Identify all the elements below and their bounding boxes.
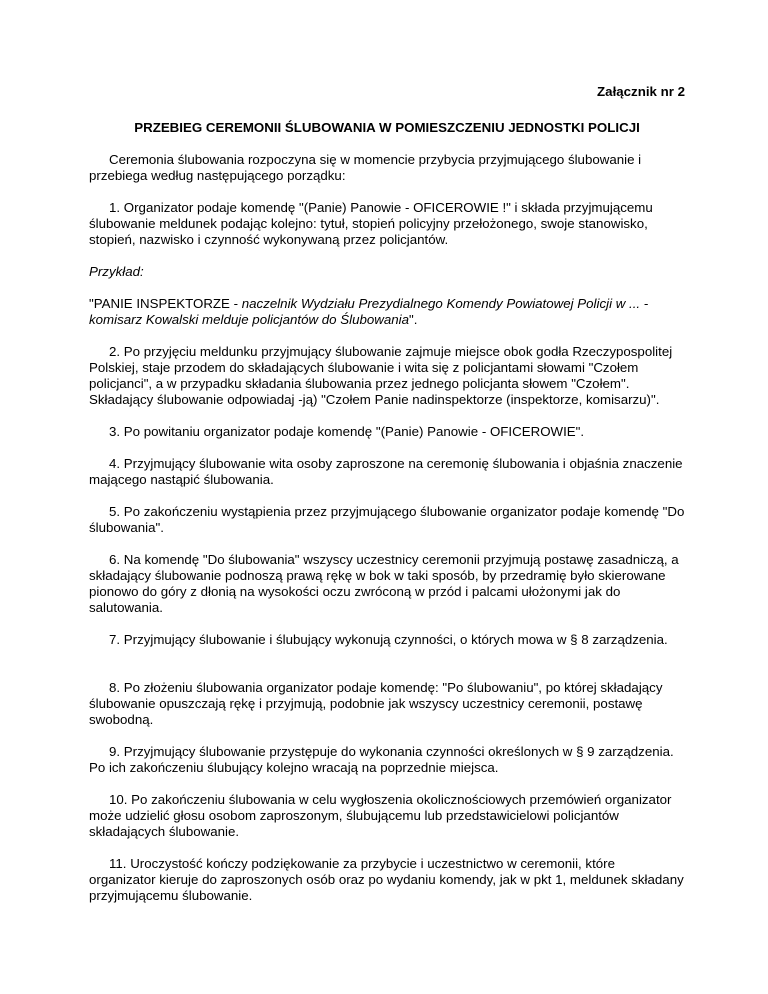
point-8: 8. Po złożeniu ślubowania organizator podaje komendę: "Po ślubowaniu", po której składający ślubowanie opuszczają rękę i przyjmują, podobnie jak wszyscy uczestnicy ceremonii, postawę swobodną. — [89, 680, 663, 727]
point-1: 1. Organizator podaje komendę "(Panie) Panowie - OFICEROWIE !" i składa przyjmującemu ślubowanie meldunek podając kolejno: tytuł, stopień policyjny przełożonego, swoje stanowisko, stopień, nazwisko i czynność wykonywaną przez policjantów. — [89, 200, 653, 247]
example-paragraph — [89, 296, 685, 328]
point-4: 4. Przyjmujący ślubowanie wita osoby zaproszone na ceremonię ślubowania i objaśnia znaczenie mającego nastąpić ślubowania. — [89, 456, 683, 487]
point-7: 7. Przyjmujący ślubowanie i ślubujący wykonują czynności, o których mowa w § 8 zarządzenia. — [109, 632, 668, 647]
intro-paragraph: Ceremonia ślubowania rozpoczyna się w momencie przybycia przyjmującego ślubowanie i przebiega według następującego porządku: — [89, 152, 642, 183]
example-suffix: ". — [409, 312, 418, 327]
point-2: 2. Po przyjęciu meldunku przyjmujący ślubowanie zajmuje miejsce obok godła Rzeczypospolitej Polskiej, staje przodem do składających ślubowanie i wita się z policjantami słowami "Czołem policjanci", a w przypadku składania ślubowania przez jednego policjanta słowem "Czołem". Składający ślubowanie odpowiadaj -ją) "Czołem Panie nadinspektorze (inspektorze, komisarzu)". — [89, 344, 673, 407]
annex-label: Załącznik nr 2 — [597, 84, 685, 99]
point-5: 5. Po zakończeniu wystąpienia przez przyjmującego ślubowanie organizator podaje komendę "Do ślubowania". — [89, 504, 685, 535]
point-11: 11. Uroczystość kończy podziękowanie za przybycie i uczestnictwo w ceremonii, które organizator kieruje do zaproszonych osób oraz po wydaniu komendy, jak w pkt 1, meldunek składany przyjmującemu ślubowanie. — [89, 856, 684, 903]
point-9: 9. Przyjmujący ślubowanie przystępuje do wykonania czynności określonych w § 9 zarządzenia. Po ich zakończeniu ślubujący kolejno wracają na poprzednie miejsca. — [89, 744, 674, 775]
point-3: 3. Po powitaniu organizator podaje komendę "(Panie) Panowie - OFICEROWIE". — [109, 424, 585, 439]
example-label: Przykład: — [89, 264, 144, 279]
point-6: 6. Na komendę "Do ślubowania" wszyscy uczestnicy ceremonii przyjmują postawę zasadniczą, a składający ślubowanie podnoszą prawą rękę w bok w taki sposób, by przedramię było skierowane pionowo do góry z dłonią na wysokości oczu zwróconą w przód i palcami ułożonymi jak do salutowania. — [89, 552, 679, 615]
document-title: PRZEBIEG CEREMONII ŚLUBOWANIA W POMIESZCZENIU JEDNOSTKI POLICJI — [134, 120, 640, 135]
point-10: 10. Po zakończeniu ślubowania w celu wygłoszenia okolicznościowych przemówień organizator może udzielić głosu osobom zaproszonym, ślubującemu lub przedstawicielowi policjantów składających ślubowanie. — [89, 792, 672, 839]
example-prefix: "PANIE INSPEKTORZE - — [89, 296, 242, 311]
example-italic: naczelnik Wydziału Prezydialnego Komendy Powiatowej Policji w ... - komisarz Kowalski melduje policjantów do Ślubowania — [89, 296, 649, 327]
